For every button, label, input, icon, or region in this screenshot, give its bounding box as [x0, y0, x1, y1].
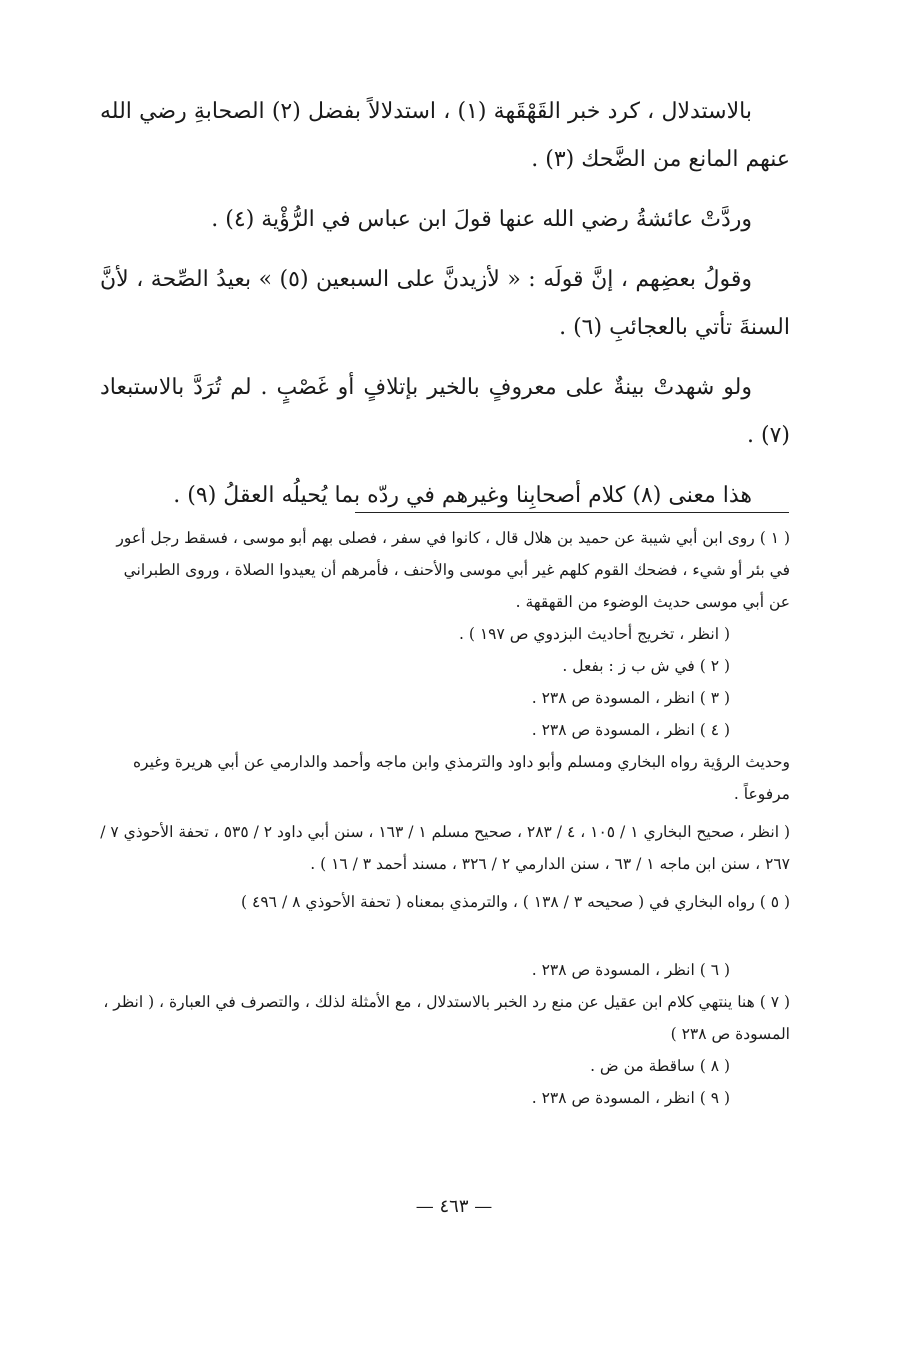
footnotes-section: [100, 522, 790, 1114]
footnote: وحديث الرؤية رواه البخاري ومسلم وأبو داود والترمذي وابن ماجه وأحمد والدارمي عن أبي هريرة وغيره مرفوعاً .: [132, 753, 790, 803]
body-paragraph: بالاستدلال ، كرد خبر القَهْقَهة (١) ، استدلالاً بفضل (٢) الصحابةِ رضي الله عنهم المانع من الضَّحك (٣) .: [100, 99, 790, 172]
main-text: [100, 88, 790, 520]
footnote: ( انظر ، تخريج أحاديث البزدوي ص ١٩٧ ) .: [459, 625, 730, 643]
footnote: ( انظر ، صحيح البخاري ١ / ١٠٥ ، ٤ / ٢٨٣ ، صحيح مسلم ١ / ١٦٣ ، سنن أبي داود ٢ / ٥٣٥ ، تحفة الأحوذي ٧ / ٢٦٧ ، سنن ابن ماجه ١ / ٦٣ ، سنن الدارمي ٢ / ٣٢٦ ، مسند أحمد ٣ / ١٦ ) .: [100, 823, 790, 873]
page-number: — ٤٦٣ —: [415, 1196, 493, 1217]
body-paragraph: هذا معنى (٨) كلام أصحابِنا وغيرهم في ردّه بما يُحيلُه العقلُ (٩) .: [173, 483, 752, 508]
footnote: ( ٧ ) هنا ينتهي كلام ابن عقيل عن منع رد الخبر بالاستدلال ، مع الأمثلة لذلك ، والتصرف في العبارة ، ( انظر ، المسودة ص ٢٣٨ ): [103, 993, 790, 1043]
footnote: ( ٦ ) انظر ، المسودة ص ٢٣٨ .: [531, 961, 730, 979]
body-paragraph: وقولُ بعضِهم ، إنَّ قولَه : « لأزيدنَّ على السبعين (٥) » بعيدُ الصِّحة ، لأنَّ السنةَ تأتي بالعجائبِ (٦) .: [100, 267, 790, 340]
footnote: ( ١ ) روى ابن أبي شيبة عن حميد بن هلال قال ، كانوا في سفر ، فصلى بهم أبو موسى ، فسقط رجل أعور في بئر أو شيء ، فضحك القوم كلهم غير أبي موسى والأحنف ، فأمرهم أن يعيدوا الصلاة ، وروى الطبراني عن أبي موسى حديث الوضوء من القهقهة .: [116, 529, 790, 611]
body-paragraph: وردَّتْ عائشةُ رضي الله عنها قولَ ابن عباس في الرُّؤْية (٤) .: [211, 207, 752, 232]
footnote: ( ٥ ) رواه البخاري في ( صحيحه ٣ / ١٣٨ ) ، والترمذي بمعناه ( تحفة الأحوذي ٨ / ٤٩٦ ): [241, 893, 790, 911]
footnote: ( ٨ ) ساقطة من ض .: [590, 1057, 730, 1075]
footnote: ( ٣ ) انظر ، المسودة ص ٢٣٨ .: [531, 689, 730, 707]
footnote-divider: [355, 512, 789, 513]
footnote: ( ٢ ) في ش ب ز : بفعل .: [562, 657, 730, 675]
footnote: ( ٩ ) انظر ، المسودة ص ٢٣٨ .: [531, 1089, 730, 1107]
body-paragraph: ولو شهدتْ بينةٌ على معروفٍ بالخير بإتلافٍ أو غَصْبٍ . لم تُرَدَّ بالاستبعاد (٧) .: [100, 375, 790, 448]
footnote: ( ٤ ) انظر ، المسودة ص ٢٣٨ .: [531, 721, 730, 739]
